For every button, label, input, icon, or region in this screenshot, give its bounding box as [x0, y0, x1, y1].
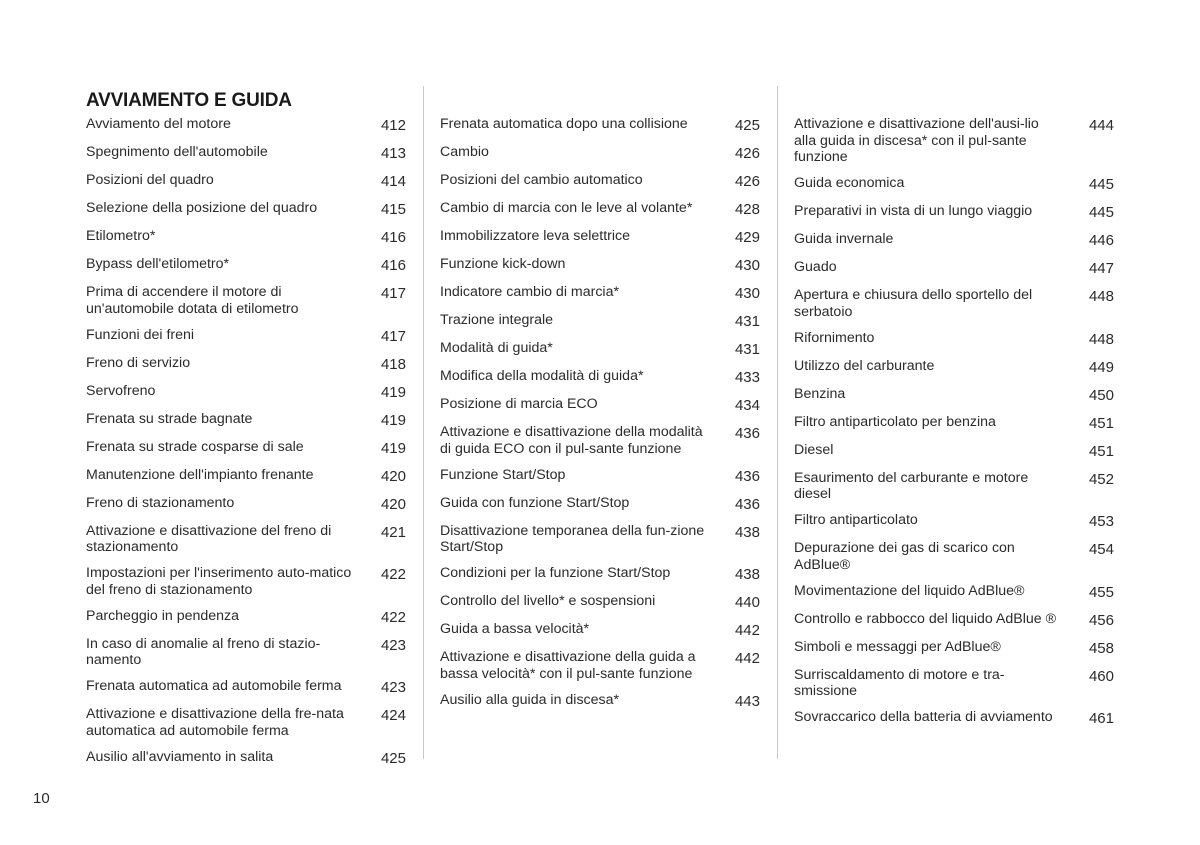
toc-entry-page: 423 [380, 636, 406, 654]
toc-entry[interactable] [794, 330, 1114, 349]
toc-entry[interactable] [794, 358, 1114, 377]
toc-entry-page: 461 [1088, 710, 1114, 727]
toc-entry[interactable] [86, 467, 406, 486]
toc-entry-title: Attivazione e disattivazione dell'ausi-lio alla guida in discesa* con il pul-sante funzione [794, 116, 1039, 165]
toc-entry-title: Controllo e rabbocco del liquido AdBlue ® [794, 610, 1057, 627]
toc-entry[interactable] [794, 414, 1114, 433]
toc-entry-title: Ausilio all'avviamento in salita [86, 748, 274, 765]
toc-entry-title: Spegnimento dell'automobile [86, 144, 268, 160]
toc-entry-title: Filtro antiparticolato [794, 512, 918, 528]
toc-entry[interactable] [86, 411, 406, 430]
toc-entry-page: 444 [1088, 117, 1114, 134]
toc-entry-page: 452 [1088, 470, 1114, 488]
toc-entry-page: 430 [734, 257, 760, 274]
toc-entry-page: 438 [734, 523, 760, 541]
toc-entry-title: Attivazione e disattivazione della guida a bassa velocità* con il pul-sante funzione [440, 649, 696, 682]
toc-entry-page: 451 [1088, 414, 1114, 432]
toc-entry[interactable] [440, 144, 760, 163]
toc-entry-title: Impostazioni per l'inserimento auto-matico del freno di stazionamento [86, 565, 352, 598]
toc-entry[interactable] [86, 355, 406, 374]
toc-column-1 [86, 116, 406, 777]
toc-entry[interactable] [794, 231, 1114, 250]
toc-entry-title: Surriscaldamento di motore e tra-smissione [794, 666, 1005, 699]
toc-entry[interactable] [86, 495, 406, 514]
toc-entry-page: 428 [734, 201, 760, 218]
toc-entry-page: 456 [1088, 611, 1114, 629]
toc-entry-page: 416 [380, 229, 406, 246]
page-number: 10 [33, 790, 50, 807]
toc-entry-page: 438 [734, 566, 760, 583]
toc-entry-page: 429 [734, 229, 760, 246]
toc-entry-title: Bypass dell'etilometro* [86, 256, 230, 272]
toc-entry-page: 454 [1088, 541, 1114, 558]
toc-entry[interactable] [86, 565, 406, 598]
toc-entry-page: 433 [734, 369, 760, 386]
toc-entry[interactable] [86, 200, 406, 219]
toc-entry-page: 422 [380, 608, 406, 626]
toc-entry[interactable] [794, 540, 1114, 573]
toc-entry[interactable] [86, 678, 406, 697]
toc-entry[interactable] [440, 424, 760, 457]
toc-entry[interactable] [440, 172, 760, 191]
toc-entry-title: Posizione di marcia ECO [440, 396, 598, 412]
toc-entry[interactable] [86, 383, 406, 402]
toc-entry-page: 420 [380, 495, 406, 513]
toc-entry-title: Posizioni del quadro [86, 172, 214, 188]
toc-entry[interactable] [440, 340, 760, 359]
toc-entry-title: Controllo del livello* e sospensioni [440, 593, 656, 609]
toc-entry-title: Apertura e chiusura dello sportello del serbatoio [794, 287, 1033, 320]
toc-entry-title: Frenata su strade bagnate [86, 410, 253, 427]
toc-entry-title: Esaurimento del carburante e motore diesel [794, 469, 1029, 502]
toc-entry-page: 445 [1088, 204, 1114, 221]
toc-entry-title: Selezione della posizione del quadro [86, 200, 318, 216]
toc-entry-title: Guida economica [794, 175, 905, 191]
toc-entry-title: Disattivazione temporanea della fun-zione Start/Stop [440, 522, 705, 555]
toc-entry-title: Ausilio alla guida in discesa* [440, 691, 620, 708]
toc-entry[interactable] [440, 523, 760, 556]
toc-entry-title: Frenata su strade cosparse di sale [86, 438, 304, 455]
toc-entry-page: 421 [380, 523, 406, 541]
toc-entry[interactable] [440, 593, 760, 612]
toc-entry-page: 420 [380, 467, 406, 485]
toc-entry-title: Avviamento del motore [86, 116, 231, 132]
toc-entry-page: 450 [1088, 386, 1114, 404]
toc-entry-page: 431 [734, 341, 760, 358]
toc-entry-page: 419 [380, 383, 406, 401]
toc-entry[interactable] [86, 523, 406, 556]
toc-entry-page: 446 [1088, 232, 1114, 249]
toc-entry[interactable] [440, 621, 760, 640]
toc-entry[interactable] [794, 175, 1114, 194]
toc-entry-page: 448 [1088, 288, 1114, 305]
toc-entry[interactable] [794, 611, 1114, 630]
toc-entry[interactable] [86, 144, 406, 163]
toc-column-3 [794, 116, 1114, 737]
toc-entry-page: 451 [1088, 442, 1114, 460]
toc-entry[interactable] [794, 259, 1114, 278]
toc-entry-title: Parcheggio in pendenza [86, 607, 240, 624]
toc-entry-title: Guida a bassa velocità* [440, 621, 590, 637]
toc-entry-title: Guado [794, 259, 837, 275]
column-divider [777, 86, 778, 759]
toc-entry-title: Utilizzo del carburante [794, 357, 935, 374]
toc-entry-page: 442 [734, 622, 760, 639]
toc-entry-title: Attivazione e disattivazione della fre-nata automatica ad automobile ferma [86, 706, 344, 739]
toc-entry-title: In caso di anomalie al freno di stazio-namento [86, 635, 321, 668]
toc-entry-title: Prima di accendere il motore di un'automobile dotata di etilometro [86, 284, 299, 317]
toc-entry[interactable] [440, 284, 760, 303]
toc-entry[interactable] [86, 228, 406, 247]
toc-entry[interactable] [86, 172, 406, 191]
toc-entry-title: Indicatore cambio di marcia* [440, 284, 619, 300]
toc-entry[interactable] [794, 470, 1114, 503]
toc-entry-page: 448 [1088, 330, 1114, 348]
toc-entry-title: Frenata automatica dopo una collisione [440, 116, 688, 132]
toc-entry-title: Guida invernale [794, 231, 894, 247]
toc-entry[interactable] [440, 396, 760, 415]
toc-entry-page: 453 [1088, 513, 1114, 530]
toc-entry-title: Simboli e messaggi per AdBlue® [794, 638, 1001, 655]
toc-entry-page: 434 [734, 397, 760, 414]
toc-entry[interactable] [794, 386, 1114, 405]
toc-entry-page: 449 [1088, 358, 1114, 376]
toc-entry-title: Attivazione e disattivazione della modalità di guida ECO con il pul-sante funzione [440, 424, 703, 457]
toc-entry-page: 436 [734, 495, 760, 513]
toc-entry-page: 455 [1088, 583, 1114, 601]
toc-entry-title: Sovraccarico della batteria di avviamento [794, 709, 1053, 725]
toc-entry[interactable] [86, 636, 406, 669]
toc-entry-page: 445 [1088, 176, 1114, 193]
toc-entry[interactable] [794, 512, 1114, 531]
toc-entry[interactable] [86, 608, 406, 627]
toc-entry[interactable] [440, 228, 760, 247]
toc-entry-page: 426 [734, 173, 760, 190]
toc-entry[interactable] [86, 749, 406, 768]
toc-entry-title: Immobilizzatore leva selettrice [440, 228, 631, 244]
toc-entry-title: Modalità di guida* [440, 340, 553, 356]
toc-entry-page: 430 [734, 285, 760, 302]
toc-entry-page: 417 [380, 327, 406, 345]
toc-entry-title: Frenata automatica ad automobile ferma [86, 678, 342, 694]
toc-entry-title: Funzione kick-down [440, 256, 566, 272]
toc-entry[interactable] [440, 256, 760, 275]
toc-entry-title: Guida con funzione Start/Stop [440, 494, 630, 511]
toc-entry-title: Preparativi in vista di un lungo viaggio [794, 203, 1033, 219]
toc-entry-title: Movimentazione del liquido AdBlue® [794, 582, 1025, 599]
toc-entry-title: Benzina [794, 385, 846, 402]
toc-entry-page: 419 [380, 411, 406, 429]
toc-entry-page: 413 [380, 145, 406, 162]
toc-entry[interactable] [440, 116, 760, 135]
toc-entry-title: Diesel [794, 441, 834, 458]
toc-entry-page: 415 [380, 201, 406, 218]
toc-entry[interactable] [440, 312, 760, 331]
toc-entry-page: 412 [380, 117, 406, 134]
toc-entry-page: 422 [380, 566, 406, 583]
toc-entry[interactable] [794, 639, 1114, 658]
toc-entry-title: Rifornimento [794, 329, 875, 346]
toc-entry-page: 417 [380, 285, 406, 302]
toc-entry-page: 443 [734, 692, 760, 710]
toc-entry-title: Cambio di marcia con le leve al volante* [440, 200, 693, 216]
toc-entry[interactable] [440, 200, 760, 219]
toc-entry-page: 425 [380, 749, 406, 767]
toc-entry-page: 425 [734, 117, 760, 134]
toc-entry-title: Freno di stazionamento [86, 494, 235, 511]
toc-entry-title: Cambio [440, 144, 489, 160]
toc-entry-page: 436 [734, 467, 760, 485]
toc-entry[interactable] [794, 709, 1114, 728]
toc-entry[interactable] [440, 467, 760, 486]
toc-entry-title: Manutenzione dell'impianto frenante [86, 466, 314, 483]
toc-entry-title: Etilometro* [86, 228, 156, 244]
toc-entry-page: 440 [734, 594, 760, 611]
toc-entry[interactable] [86, 327, 406, 346]
toc-entry-page: 436 [734, 425, 760, 442]
toc-entry[interactable] [440, 495, 760, 514]
toc-entry[interactable] [440, 692, 760, 711]
toc-entry-title: Freno di servizio [86, 354, 191, 371]
toc-entry-title: Trazione integrale [440, 312, 554, 328]
toc-entry[interactable] [794, 442, 1114, 461]
toc-entry-page: 426 [734, 145, 760, 162]
toc-entry-page: 416 [380, 257, 406, 274]
toc-entry-title: Filtro antiparticolato per benzina [794, 413, 996, 430]
toc-entry-page: 442 [734, 650, 760, 667]
toc-entry[interactable] [440, 565, 760, 584]
toc-entry[interactable] [86, 439, 406, 458]
toc-entry[interactable] [794, 116, 1114, 166]
toc-entry[interactable] [86, 256, 406, 275]
toc-entry-title: Attivazione e disattivazione del freno di stazionamento [86, 522, 332, 555]
toc-entry-title: Servofreno [86, 382, 156, 399]
toc-entry[interactable] [440, 649, 760, 682]
toc-entry-page: 419 [380, 439, 406, 457]
toc-entry-page: 424 [380, 707, 406, 724]
toc-entry-page: 458 [1088, 639, 1114, 657]
toc-entry[interactable] [86, 284, 406, 317]
toc-entry-title: Funzioni dei freni [86, 326, 195, 343]
toc-entry-title: Condizioni per la funzione Start/Stop [440, 565, 671, 581]
toc-entry-title: Depurazione dei gas di scarico con AdBlue® [794, 540, 1015, 573]
toc-entry[interactable] [794, 667, 1114, 700]
toc-entry-page: 423 [380, 679, 406, 696]
toc-entry[interactable] [794, 583, 1114, 602]
section-title: AVVIAMENTO E GUIDA [86, 90, 292, 111]
toc-entry[interactable] [86, 116, 406, 135]
column-divider [423, 86, 424, 759]
toc-entry-title: Modifica della modalità di guida* [440, 368, 644, 384]
toc-entry-page: 418 [380, 355, 406, 373]
toc-entry-page: 414 [380, 173, 406, 190]
toc-entry-page: 431 [734, 313, 760, 330]
toc-entry-page: 460 [1088, 667, 1114, 685]
toc-entry[interactable] [440, 368, 760, 387]
toc-entry[interactable] [794, 287, 1114, 320]
toc-entry-page: 447 [1088, 260, 1114, 277]
toc-column-2 [440, 116, 760, 720]
toc-entry[interactable] [86, 706, 406, 739]
toc-entry-title: Funzione Start/Stop [440, 466, 566, 483]
toc-entry-title: Posizioni del cambio automatico [440, 172, 643, 188]
toc-entry[interactable] [794, 203, 1114, 222]
